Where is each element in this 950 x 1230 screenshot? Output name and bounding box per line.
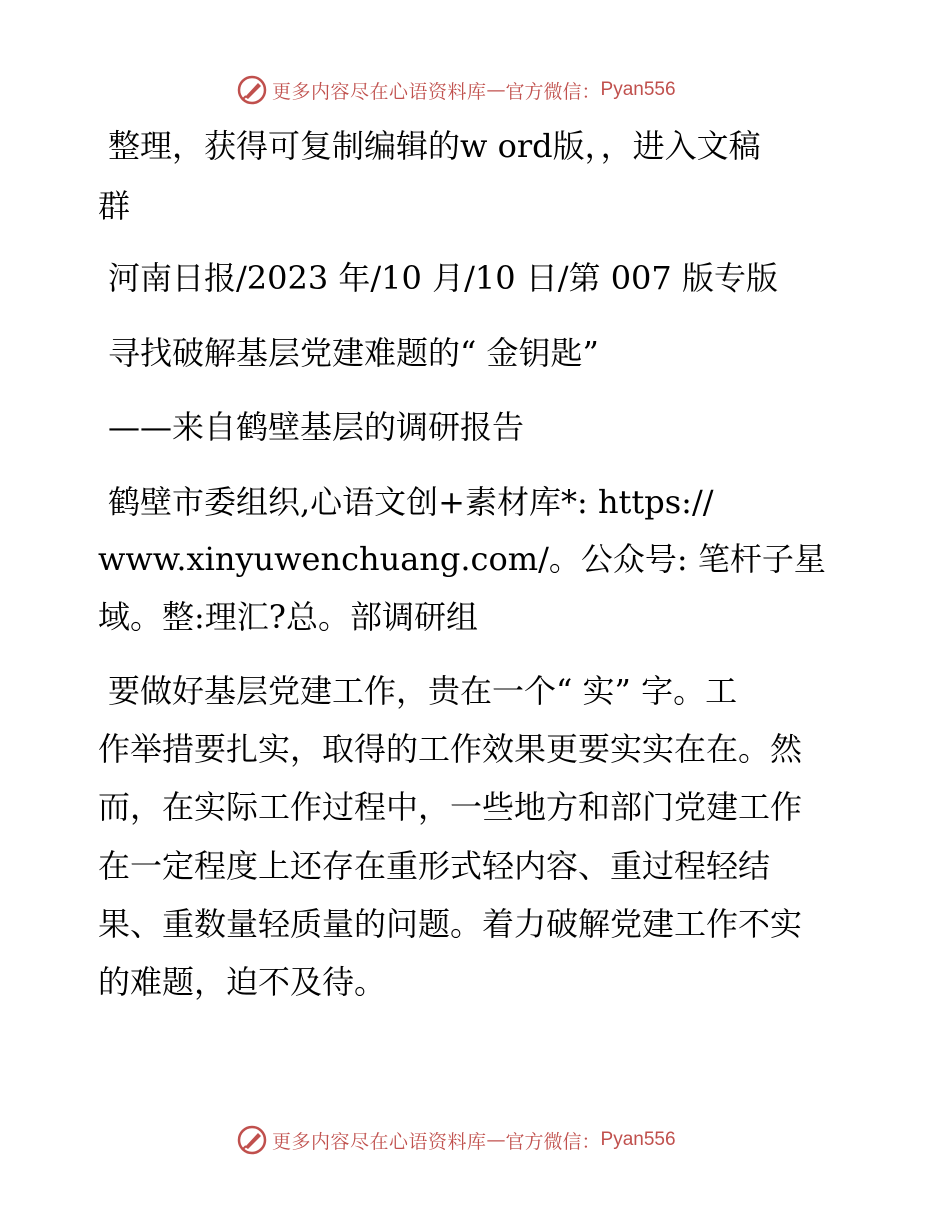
header-watermark-banner — [236, 70, 676, 110]
banner-text: 更多内容尽在心语资料库 — [272, 80, 487, 103]
doc-line: 的难题，迫不及待。 — [98, 963, 387, 1001]
doc-line: ——来自鹤壁基层的调研报告 — [108, 408, 525, 446]
doc-line: 域。整:理汇?总。部调研组 — [98, 598, 478, 636]
doc-line: 在一定程度上还存在重形式轻内容、重过程轻结 — [98, 847, 771, 885]
doc-line: www.xinyuwenchuang.com/。公众号: 笔杆子星 — [98, 540, 826, 578]
banner-text: 更多内容尽在心语资料库 — [272, 1130, 487, 1153]
footer-watermark-banner — [236, 1120, 676, 1160]
quill-pen-logo-icon — [236, 74, 268, 106]
doc-line: 整理，获得可复制编辑的w ord版，，进入文稿 — [108, 127, 761, 165]
banner-separator: — — [486, 1129, 506, 1151]
banner-wechat-label: 官方微信： — [505, 80, 601, 103]
quill-pen-logo-icon — [236, 1124, 268, 1156]
banner-wechat-label: 官方微信： — [505, 1130, 601, 1153]
doc-line: 河南日报/2023 年/10 月/10 日/第 007 版专版 — [108, 259, 778, 297]
doc-line: 寻找破解基层党建难题的“ 金钥匙” — [108, 334, 599, 372]
doc-line: 而，在实际工作过程中，一些地方和部门党建工作 — [98, 788, 803, 826]
doc-line: 作举措要扎实，取得的工作效果更要实实在在。然 — [98, 730, 803, 768]
doc-line: 要做好基层党建工作，贵在一个“ 实” 字。工 — [108, 672, 738, 710]
banner-wechat-id: Pyan556 — [600, 79, 676, 100]
banner-separator: — — [486, 79, 506, 101]
doc-line: 果、重数量轻质量的问题。着力破解党建工作不实 — [98, 905, 803, 943]
doc-line: 群 — [98, 187, 131, 225]
doc-line: 鹤壁市委组织,心语文创+素材库*: https:// — [108, 483, 714, 521]
banner-wechat-id: Pyan556 — [600, 1129, 676, 1150]
